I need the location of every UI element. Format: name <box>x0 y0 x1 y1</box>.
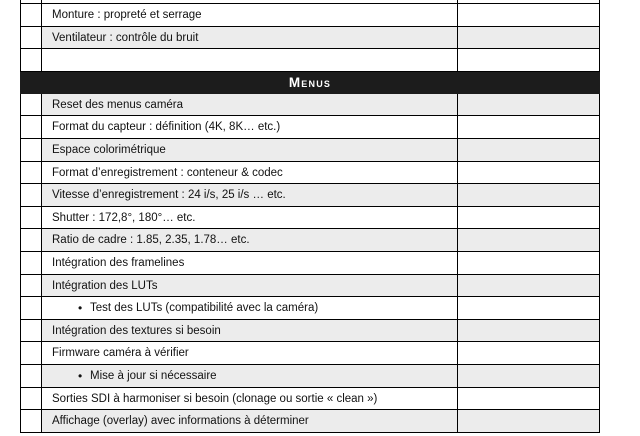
checklist-item-label: Ratio de cadre : 1.85, 2.35, 1.78… etc. <box>42 229 458 251</box>
checklist-row <box>20 297 600 320</box>
row-number-cell <box>20 27 42 49</box>
check-cell[interactable] <box>458 94 600 116</box>
row-number-cell <box>20 162 42 184</box>
checklist-row <box>20 365 600 388</box>
checklist-item-label: Monture : propreté et serrage <box>42 4 458 26</box>
row-number-cell <box>20 252 42 274</box>
checklist-row <box>20 139 600 162</box>
checklist-item-label: Shutter : 172,8°, 180°… etc. <box>42 207 458 229</box>
check-cell[interactable] <box>458 4 600 26</box>
row-number-cell <box>20 116 42 138</box>
checklist-item-label: Ventilateur : contrôle du bruit <box>42 27 458 49</box>
check-cell[interactable] <box>458 297 600 319</box>
check-cell[interactable] <box>458 207 600 229</box>
check-cell[interactable] <box>458 252 600 274</box>
checklist-item-label: Sorties SDI à harmoniser si besoin (clonage ou sortie « clean ») <box>42 388 458 410</box>
row-number-cell <box>20 94 42 116</box>
checklist-row <box>20 27 600 50</box>
check-cell[interactable] <box>458 410 600 432</box>
row-number-cell <box>20 4 42 26</box>
row-number-cell <box>20 297 42 319</box>
check-cell[interactable] <box>458 320 600 342</box>
checklist-row <box>20 410 600 433</box>
checklist-item-label: Firmware caméra à vérifier <box>42 342 458 364</box>
checklist-row <box>20 4 600 27</box>
checklist-item-label: Format du capteur : définition (4K, 8K… etc.) <box>42 116 458 138</box>
check-cell[interactable] <box>458 27 600 49</box>
checklist-row <box>20 49 600 72</box>
row-number-cell <box>20 365 42 387</box>
checklist-row <box>20 184 600 207</box>
checklist-item-label: Intégration des framelines <box>42 252 458 274</box>
row-number-cell <box>20 139 42 161</box>
check-cell[interactable] <box>458 229 600 251</box>
checklist-row <box>20 275 600 298</box>
check-cell[interactable] <box>458 365 600 387</box>
checklist-item-label: Affichage (overlay) avec informations à déterminer <box>42 410 458 432</box>
checklist-row <box>20 94 600 117</box>
checklist-row <box>20 207 600 230</box>
row-number-cell <box>20 388 42 410</box>
row-number-cell <box>20 320 42 342</box>
checklist-row <box>20 320 600 343</box>
row-number-cell <box>20 275 42 297</box>
row-number-cell <box>20 207 42 229</box>
row-number-cell <box>20 410 42 432</box>
checklist-row <box>20 229 600 252</box>
checklist-subitem-label: • Mise à jour si nécessaire <box>42 365 458 387</box>
check-cell[interactable] <box>458 139 600 161</box>
checklist-row <box>20 162 600 185</box>
checklist-subitem-label: • Test des LUTs (compatibilité avec la caméra) <box>42 297 458 319</box>
checklist-item-label <box>42 49 458 71</box>
checklist-row <box>20 342 600 365</box>
checklist-item-label: Intégration des LUTs <box>42 275 458 297</box>
checklist-item-label: Format d’enregistrement : conteneur & codec <box>42 162 458 184</box>
check-cell[interactable] <box>458 388 600 410</box>
check-cell[interactable] <box>458 342 600 364</box>
checklist-item-label: Reset des menus caméra <box>42 94 458 116</box>
checklist-item-label: Vitesse d’enregistrement : 24 i/s, 25 i/s … etc. <box>42 184 458 206</box>
checklist-row <box>20 252 600 275</box>
checklist-row <box>20 388 600 411</box>
check-cell[interactable] <box>458 49 600 71</box>
row-number-cell <box>20 342 42 364</box>
check-cell[interactable] <box>458 116 600 138</box>
checklist-item-label: Intégration des textures si besoin <box>42 320 458 342</box>
row-number-cell <box>20 184 42 206</box>
check-cell[interactable] <box>458 184 600 206</box>
check-cell[interactable] <box>458 275 600 297</box>
row-number-cell <box>20 229 42 251</box>
section-header-menus: Menus <box>20 72 600 94</box>
row-number-cell <box>20 49 42 71</box>
checklist-row <box>20 116 600 139</box>
checklist-item-label: Espace colorimétrique <box>42 139 458 161</box>
check-cell[interactable] <box>458 162 600 184</box>
